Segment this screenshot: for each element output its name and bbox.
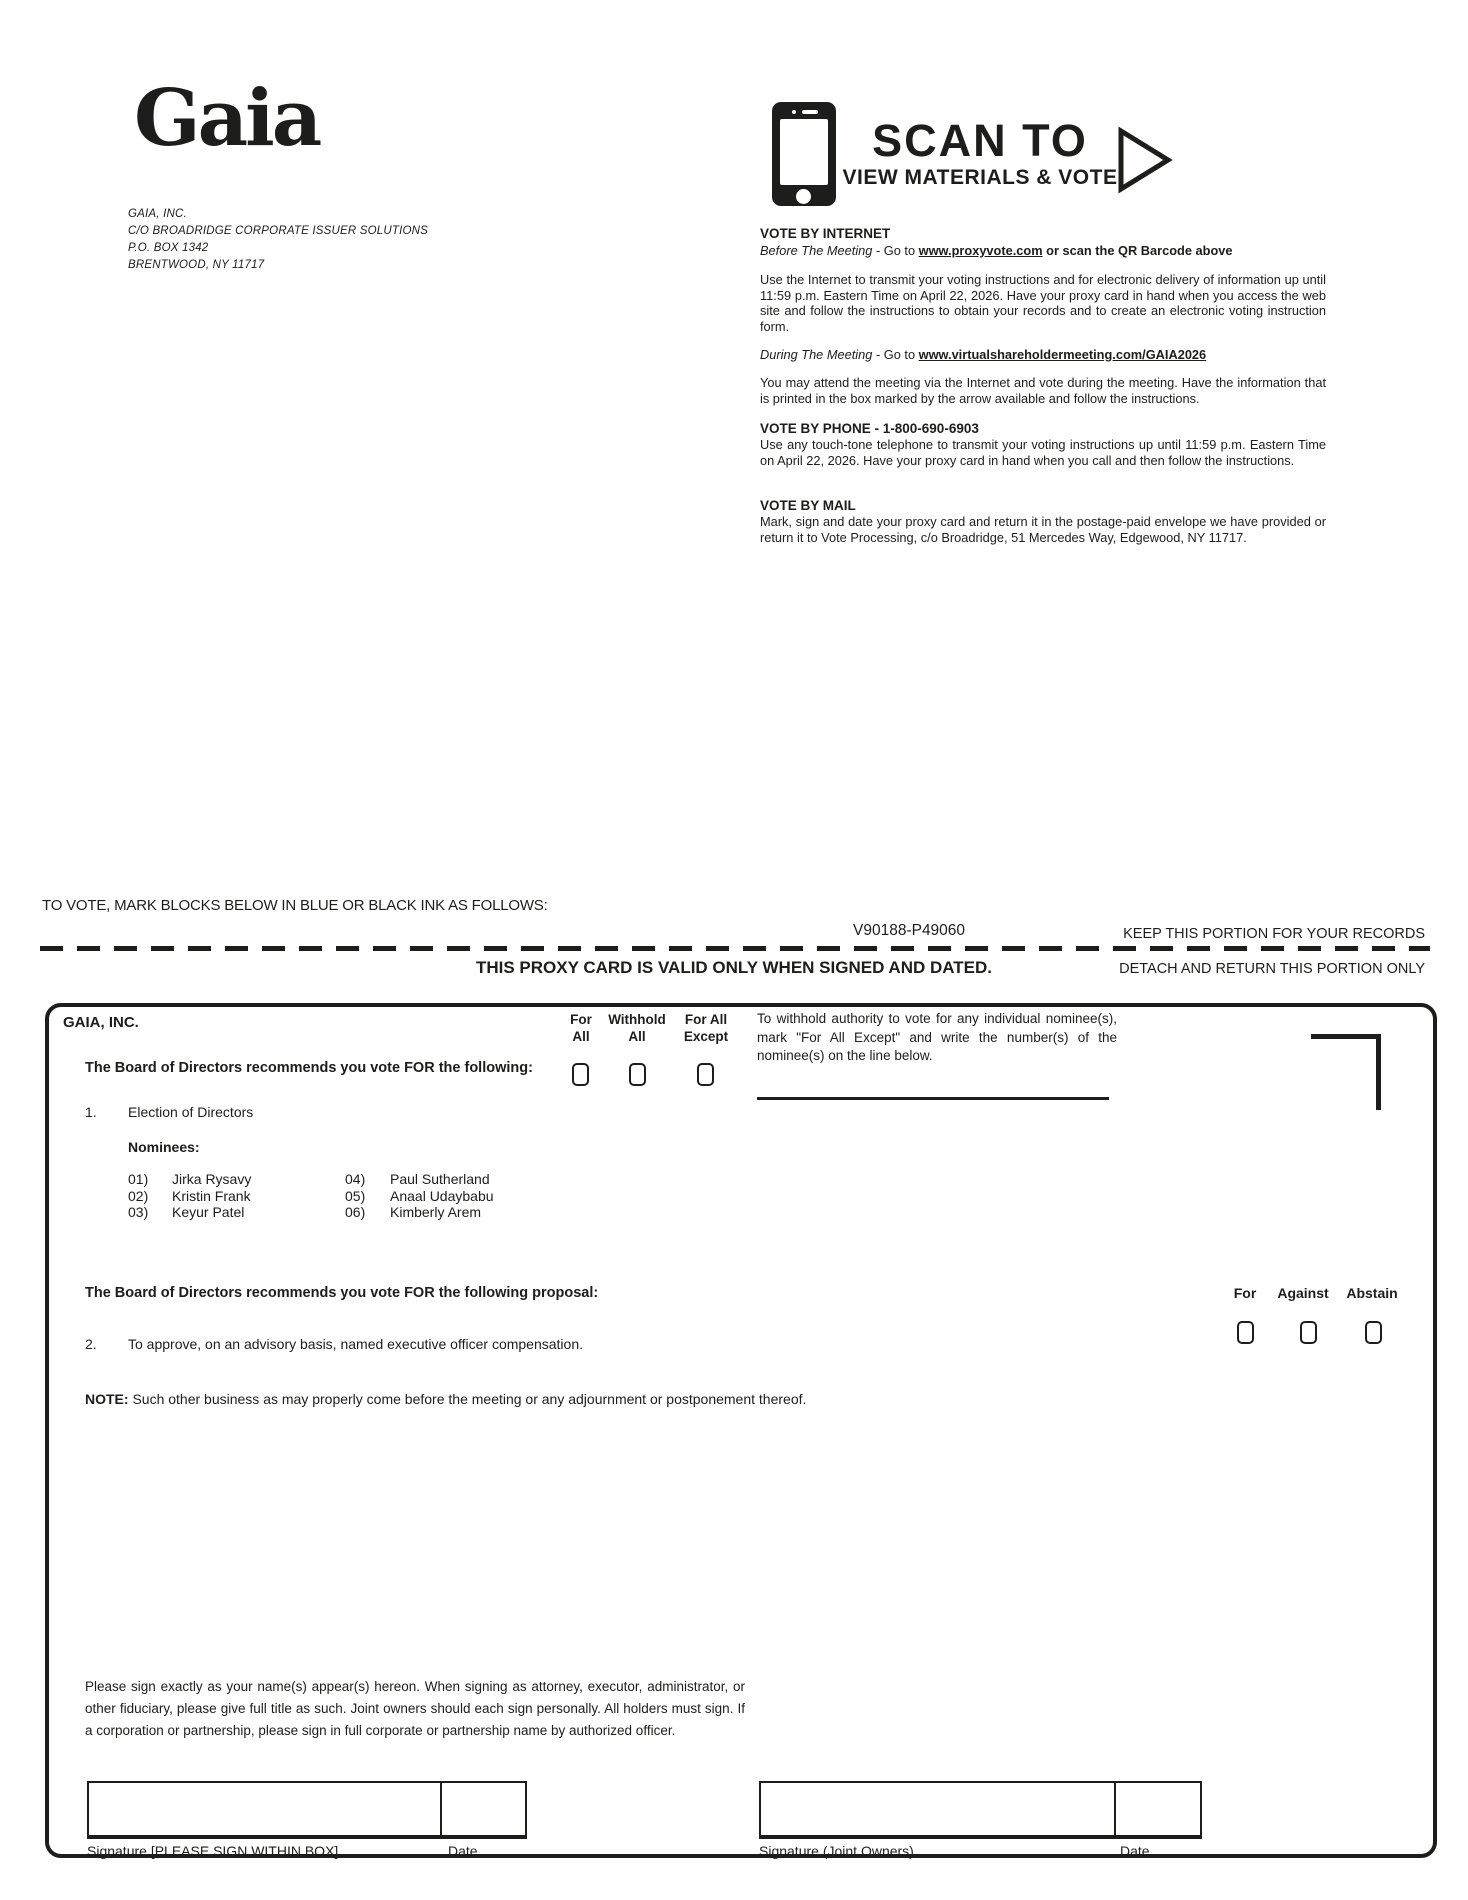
nominees-list xyxy=(128,1171,494,1221)
header-for-all-top: For xyxy=(570,1012,592,1027)
phone-home-button xyxy=(796,189,811,204)
date-field-joint[interactable] xyxy=(1116,1783,1200,1835)
header-for: For xyxy=(1233,1285,1257,1301)
header-abstain: Abstain xyxy=(1346,1285,1398,1301)
checkbox-for[interactable] xyxy=(1237,1321,1254,1344)
proposal-1-number: 1. xyxy=(85,1104,97,1120)
vote-mail-paragraph: Mark, sign and date your proxy card and return it in the postage-paid envelope we have provided or return it to Vote Processing, c/o Broadridge, 51 Mercedes Way, Edgewood, NY 11717. xyxy=(760,514,1326,545)
sign-instructions: Please sign exactly as your name(s) appear(s) hereon. When signing as attorney, executor, administrator, or other fiduciary, please give full title as such. Joint owners should each sign personally. All holders must sign. If a corporation or partnership, please sign in full corporate or partnership name by authorized officer. xyxy=(85,1679,745,1738)
gaia-logo: Gaia xyxy=(134,73,320,164)
header-withhold-all-top: Withhold xyxy=(608,1012,666,1027)
arrow-box-corner-vertical xyxy=(1376,1034,1381,1110)
checkbox-for-all[interactable] xyxy=(572,1063,589,1086)
detach-dashed-line xyxy=(40,946,1430,951)
ballot-company-name: GAIA, INC. xyxy=(63,1014,139,1031)
header-for-all-bottom: All xyxy=(572,1028,590,1044)
phone-speaker xyxy=(802,110,818,114)
vote-phone-paragraph: Use any touch-tone telephone to transmit your voting instructions up until 11:59 p.m. Eastern Time on April 22, 2026. Have your proxy card in hand when you call and then follow the instructions. xyxy=(760,437,1326,468)
withhold-authority-note: To withhold authority to vote for any individual nominee(s), mark "For All Except" and write the number(s) of the nominee(s) on the line below. xyxy=(757,1011,1117,1063)
nominee-name: Anaal Udaybabu xyxy=(390,1187,494,1204)
nominee-number: 05) xyxy=(345,1187,366,1204)
during-meeting-sep: - Go to xyxy=(872,347,919,362)
signature-box-joint[interactable] xyxy=(759,1781,1202,1839)
during-meeting-line xyxy=(760,347,1326,363)
scan-banner xyxy=(842,115,1118,189)
during-meeting-paragraph: You may attend the meeting via the Internet and vote during the meeting. Have the information that is printed in the box marked by the arrow available and follow the instructions. xyxy=(760,375,1326,406)
valid-when-signed-text: THIS PROXY CARD IS VALID ONLY WHEN SIGNED AND DATED. xyxy=(475,958,993,977)
nominee-number: 03) xyxy=(128,1204,149,1220)
arrow-right-icon xyxy=(1116,126,1174,194)
phone-screen xyxy=(780,119,828,185)
address-line: C/O BROADRIDGE CORPORATE ISSUER SOLUTIONS xyxy=(128,225,429,237)
recommendation-1: The Board of Directors recommends you vote FOR the following: xyxy=(85,1060,533,1076)
signature-joint-label: Signature (Joint Owners) xyxy=(759,1843,914,1859)
nominee-name: Kimberly Arem xyxy=(390,1204,482,1220)
header-for-all-except-bottom: Except xyxy=(683,1028,729,1044)
address-line: BRENTWOOD, NY 11717 xyxy=(128,259,265,271)
vote-internet-heading: VOTE BY INTERNET xyxy=(760,226,891,241)
except-write-in-line[interactable] xyxy=(757,1097,1109,1100)
detach-return-text: DETACH AND RETURN THIS PORTION ONLY xyxy=(1119,961,1425,977)
address-line: GAIA, INC. xyxy=(128,208,187,220)
header-against: Against xyxy=(1277,1285,1329,1301)
header-for-all-except xyxy=(664,1012,748,1045)
recommendation-2: The Board of Directors recommends you vote FOR the following proposal: xyxy=(85,1285,599,1301)
checkbox-abstain[interactable] xyxy=(1365,1321,1382,1344)
before-meeting-sep: - Go to xyxy=(872,243,919,258)
date-primary-label: Date xyxy=(448,1843,478,1859)
vote-phone-heading: VOTE BY PHONE - 1-800-690-6903 xyxy=(760,421,979,436)
nominee-number: 06) xyxy=(345,1204,366,1220)
keep-records-text: KEEP THIS PORTION FOR YOUR RECORDS xyxy=(1123,926,1425,942)
note-label: NOTE: xyxy=(85,1391,129,1407)
note-text: Such other business as may properly come before the meeting or any adjournment or postponement thereof. xyxy=(128,1391,807,1407)
before-meeting-line xyxy=(760,243,1326,259)
during-meeting-label: During The Meeting xyxy=(760,347,873,362)
nominee-name: Paul Sutherland xyxy=(390,1171,490,1187)
virtual-meeting-link[interactable]: www.virtualshareholdermeeting.com/GAIA2026 xyxy=(918,347,1207,362)
signature-box-primary[interactable] xyxy=(87,1781,527,1839)
nominees-label: Nominees: xyxy=(128,1139,200,1155)
date-joint-label: Date xyxy=(1120,1843,1150,1859)
before-meeting-label: Before The Meeting xyxy=(760,243,873,258)
nominee-number: 02) xyxy=(128,1187,149,1204)
nominee-number: 04) xyxy=(345,1171,366,1187)
nominee-name: Keyur Patel xyxy=(172,1204,245,1220)
checkbox-for-all-except[interactable] xyxy=(697,1063,714,1086)
scan-banner-subtitle: VIEW MATERIALS & VOTE xyxy=(842,166,1118,189)
date-field-primary[interactable] xyxy=(442,1783,525,1835)
control-number: V90188-P49060 xyxy=(853,922,966,939)
mark-blocks-instruction: TO VOTE, MARK BLOCKS BELOW IN BLUE OR BLACK INK AS FOLLOWS: xyxy=(42,897,548,914)
header-withhold-all-bottom: All xyxy=(628,1028,646,1044)
note-line xyxy=(85,1391,1085,1407)
smartphone-icon xyxy=(772,102,836,206)
nominee-name: Kristin Frank xyxy=(172,1187,251,1204)
vote-internet-paragraph: Use the Internet to transmit your voting instructions and for electronic delivery of information up until 11:59 p.m. Eastern Time on April 22, 2026. Have your proxy card in hand when you access the web site and follow the instructions to obtain your records and to create an electronic voting instruction form. xyxy=(760,272,1326,334)
proxyvote-link[interactable]: www.proxyvote.com xyxy=(918,243,1043,258)
address-line: P.O. BOX 1342 xyxy=(128,242,209,254)
proposal-2-text: To approve, on an advisory basis, named executive officer compensation. xyxy=(128,1336,583,1352)
issuer-address xyxy=(128,206,428,274)
proposal-1-text: Election of Directors xyxy=(128,1104,254,1120)
nominee-number: 01) xyxy=(128,1171,149,1187)
before-meeting-post: or scan the QR Barcode above xyxy=(1042,243,1233,258)
checkbox-withhold-all[interactable] xyxy=(629,1063,646,1086)
signature-primary-label: Signature [PLEASE SIGN WITHIN BOX] xyxy=(87,1843,339,1859)
scan-banner-title: SCAN TO xyxy=(872,115,1088,166)
phone-camera-dot xyxy=(792,110,796,114)
vote-mail-heading: VOTE BY MAIL xyxy=(760,498,856,513)
checkbox-against[interactable] xyxy=(1300,1321,1317,1344)
arrow-box-corner-horizontal xyxy=(1311,1034,1381,1039)
proposal-2-number: 2. xyxy=(85,1336,97,1352)
nominee-name: Jirka Rysavy xyxy=(172,1171,252,1187)
header-for-all-except-top: For All xyxy=(684,1012,728,1027)
